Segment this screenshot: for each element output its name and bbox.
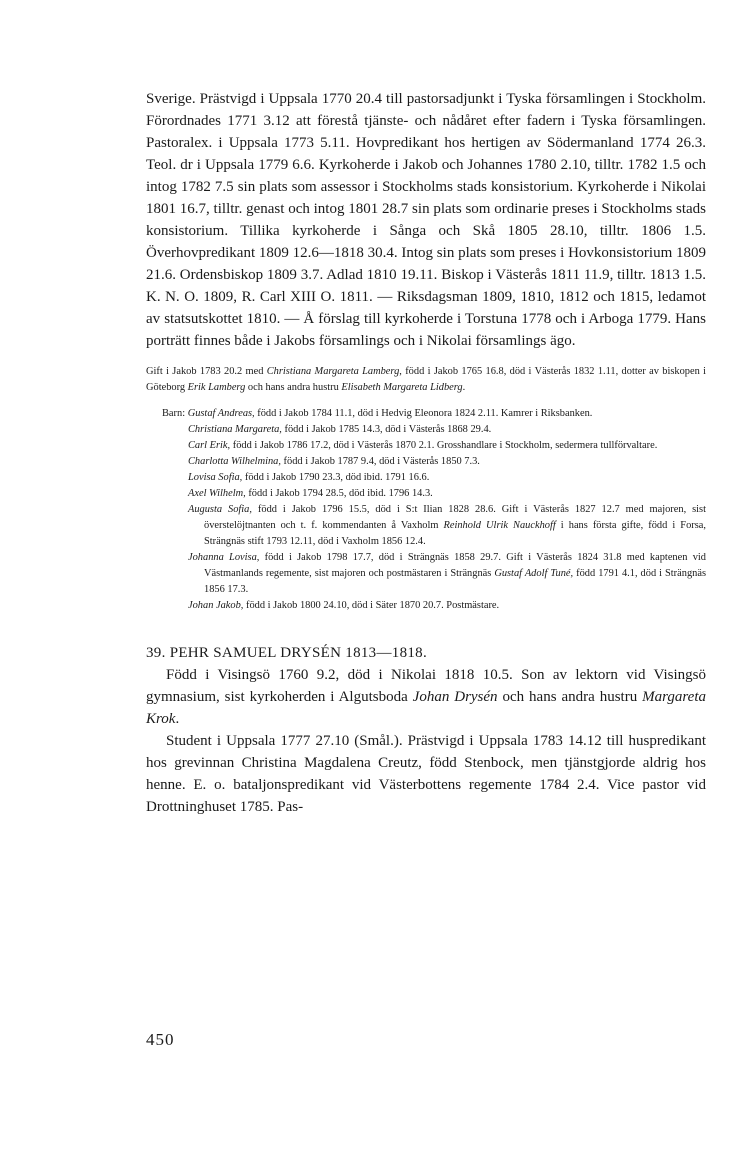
marriage-text-2: , född i Jakob 1765 16.8, död i Västerås 1832 1.11, dotter av biskopen i Göteborg	[146, 366, 707, 393]
body-paragraph: Sverige. Prästvigd i Uppsala 1770 20.4 till pastorsadjunkt i Tyska församlingen i Stockholm. Förordnades 1771 3.12 att förestå tjänste- och nådåret efter fadern i Tyska församlingen. Pastoralex. i Uppsala 1773 5.11. Hovpredikant hos hertigen av Södermanland 1774 26.3. Teol. dr i Uppsala 1779 6.6. Kyrkoherde i Jakob och Johannes 1780 2.10, tilltr. 1782 1.5 och intog 1782 7.5 sin plats som assessor i Stockholms stads konsistorium. Kyrkoherde i Nikolai 1801 16.7, tilltr. genast och intog 1801 28.7 sin plats som ordinarie preses i Stockholms stads konsistorium. Tillika kyrkoherde i Sånga och Skå 1805 28.10, tilltr. 1806 1.5. Överhovpredikant 1809 12.6—1818 30.4. Intog sin plats som preses i Hovkonsistorium 1809 21.6. Ordensbiskop 1809 3.7. Adlad 1810 19.11. Biskop i Västerås 1811 11.9, tilltr. 1813 1.5. K. N. O. 1809, R. Carl XIII O. 1811. — Riksdagsman 1809, 1810, 1812 och 1815, ledamot av statsutskottet 1810. — Å förslag till kyrkoherde i Torstuna 1778 och i Arboga 1779. Hans porträtt finnes både i Jakobs församlings och i Nikolai församlings ägo.	[146, 91, 706, 349]
child-text-2: född 1791 4.1, död i Strängnäs 1856 17.3.	[204, 568, 706, 595]
biography-continuation	[146, 88, 706, 352]
child-name: Johanna Lovisa,	[188, 552, 260, 563]
children-list	[146, 406, 706, 614]
child-text: född i Jakob 1786 17.2, död i Västerås 1870 2.1. Grosshandlare i Stockholm, sedermera tullförvaltare.	[230, 440, 658, 451]
child-name: Charlotta Wilhelmina,	[188, 456, 281, 467]
section-p1-text-2: och hans andra hustru	[497, 689, 643, 705]
section-paragraph-2: Student i Uppsala 1777 27.10 (Smål.). Prästvigd i Uppsala 1783 14.12 till huspredikant hos grevinnan Christina Magdalena Creutz, född Stenbock, men tjänstgjorde aldrig hos henne. E. o. bataljonspredikant vid Västerbottens regemente 1784 2.4. Vice pastor vid Drottninghuset 1785. Pas-	[146, 733, 706, 815]
page-content	[146, 88, 706, 818]
child-entry	[146, 422, 706, 438]
child-entry	[146, 502, 706, 550]
child-text: född i Jakob 1800 24.10, död i Säter 1870 20.7. Postmästare.	[243, 600, 500, 611]
child-entry	[146, 598, 706, 614]
marriage-note	[146, 364, 706, 396]
child-name: Gustaf Andreas,	[187, 408, 255, 419]
child-name: Axel Wilhelm,	[188, 488, 246, 499]
child-name: Johan Jakob,	[188, 600, 244, 611]
children-label: Barn:	[162, 408, 188, 419]
section-mother-name: Margareta Krok	[146, 689, 706, 727]
child-text: född i Jakob 1787 9.4, död i Västerås 1850 7.3.	[280, 456, 480, 467]
spouse-mother-name: Elisabeth Margareta Lidberg	[341, 382, 463, 393]
section-paragraph-1	[146, 664, 706, 730]
section-father-name: Johan Drysén	[412, 689, 498, 705]
child-text: född i Jakob 1784 11.1, död i Hedvig Eleonora 1824 2.11. Kamrer i Riksbanken.	[254, 408, 593, 419]
child-spouse-name: Reinhold Ulrik Nauckhoff	[443, 520, 556, 531]
child-entry	[146, 550, 706, 598]
child-text: född i Jakob 1798 17.7, död i Strängnäs 1858 29.7. Gift i Västerås 1824 31.8 med kaptenen vid Västmanlands regemente, sist majoren och postmästaren i Strängnäs	[204, 552, 706, 579]
page-number: 450	[146, 1030, 175, 1049]
child-entry	[146, 438, 706, 454]
section-heading: 39. PEHR SAMUEL DRYSÉN 1813—1818.	[146, 645, 428, 661]
child-text: född i Jakob 1790 23.3, död ibid. 1791 16.6.	[242, 472, 430, 483]
child-text: född i Jakob 1794 28.5, död ibid. 1796 14.3.	[245, 488, 433, 499]
section-p1-text-1: Född i Visingsö 1760 9.2, död i Nikolai 1818 10.5. Son av lektorn vid Visingsö gymnasium, sist kyrkoherden i Algutsboda	[146, 667, 706, 705]
spouse-name: Christiana Margareta Lamberg	[266, 366, 400, 377]
child-spouse-name: Gustaf Adolf Tuné,	[494, 568, 574, 579]
marriage-text-4: .	[462, 382, 466, 393]
child-text-2: i hans första gifte, född i Forsa, Strängnäs stift 1793 12.11, död i Vaxholm 1856 12.4.	[204, 520, 706, 547]
child-entry	[146, 454, 706, 470]
section-p1-text-3: .	[175, 711, 180, 727]
child-name: Christiana Margareta,	[188, 424, 282, 435]
spouse-father-name: Erik Lamberg	[187, 382, 246, 393]
marriage-text-3: och hans andra hustru	[245, 382, 342, 393]
child-text: född i Jakob 1785 14.3, död i Västerås 1868 29.4.	[281, 424, 492, 435]
child-entry	[146, 470, 706, 486]
section-body	[146, 664, 706, 818]
child-entry	[146, 406, 706, 422]
child-name: Lovisa Sofia,	[188, 472, 243, 483]
child-entry	[146, 486, 706, 502]
child-name: Carl Erik,	[188, 440, 231, 451]
child-name: Augusta Sofia,	[188, 504, 252, 515]
marriage-text-1: Gift i Jakob 1783 20.2 med	[146, 366, 267, 377]
child-text: född i Jakob 1796 15.5, död i S:t Ilian 1828 28.6. Gift i Västerås 1827 12.7 med majoren, sist överstelöjtnanten och t. f. kommendanten å Vaxholm	[204, 504, 706, 531]
